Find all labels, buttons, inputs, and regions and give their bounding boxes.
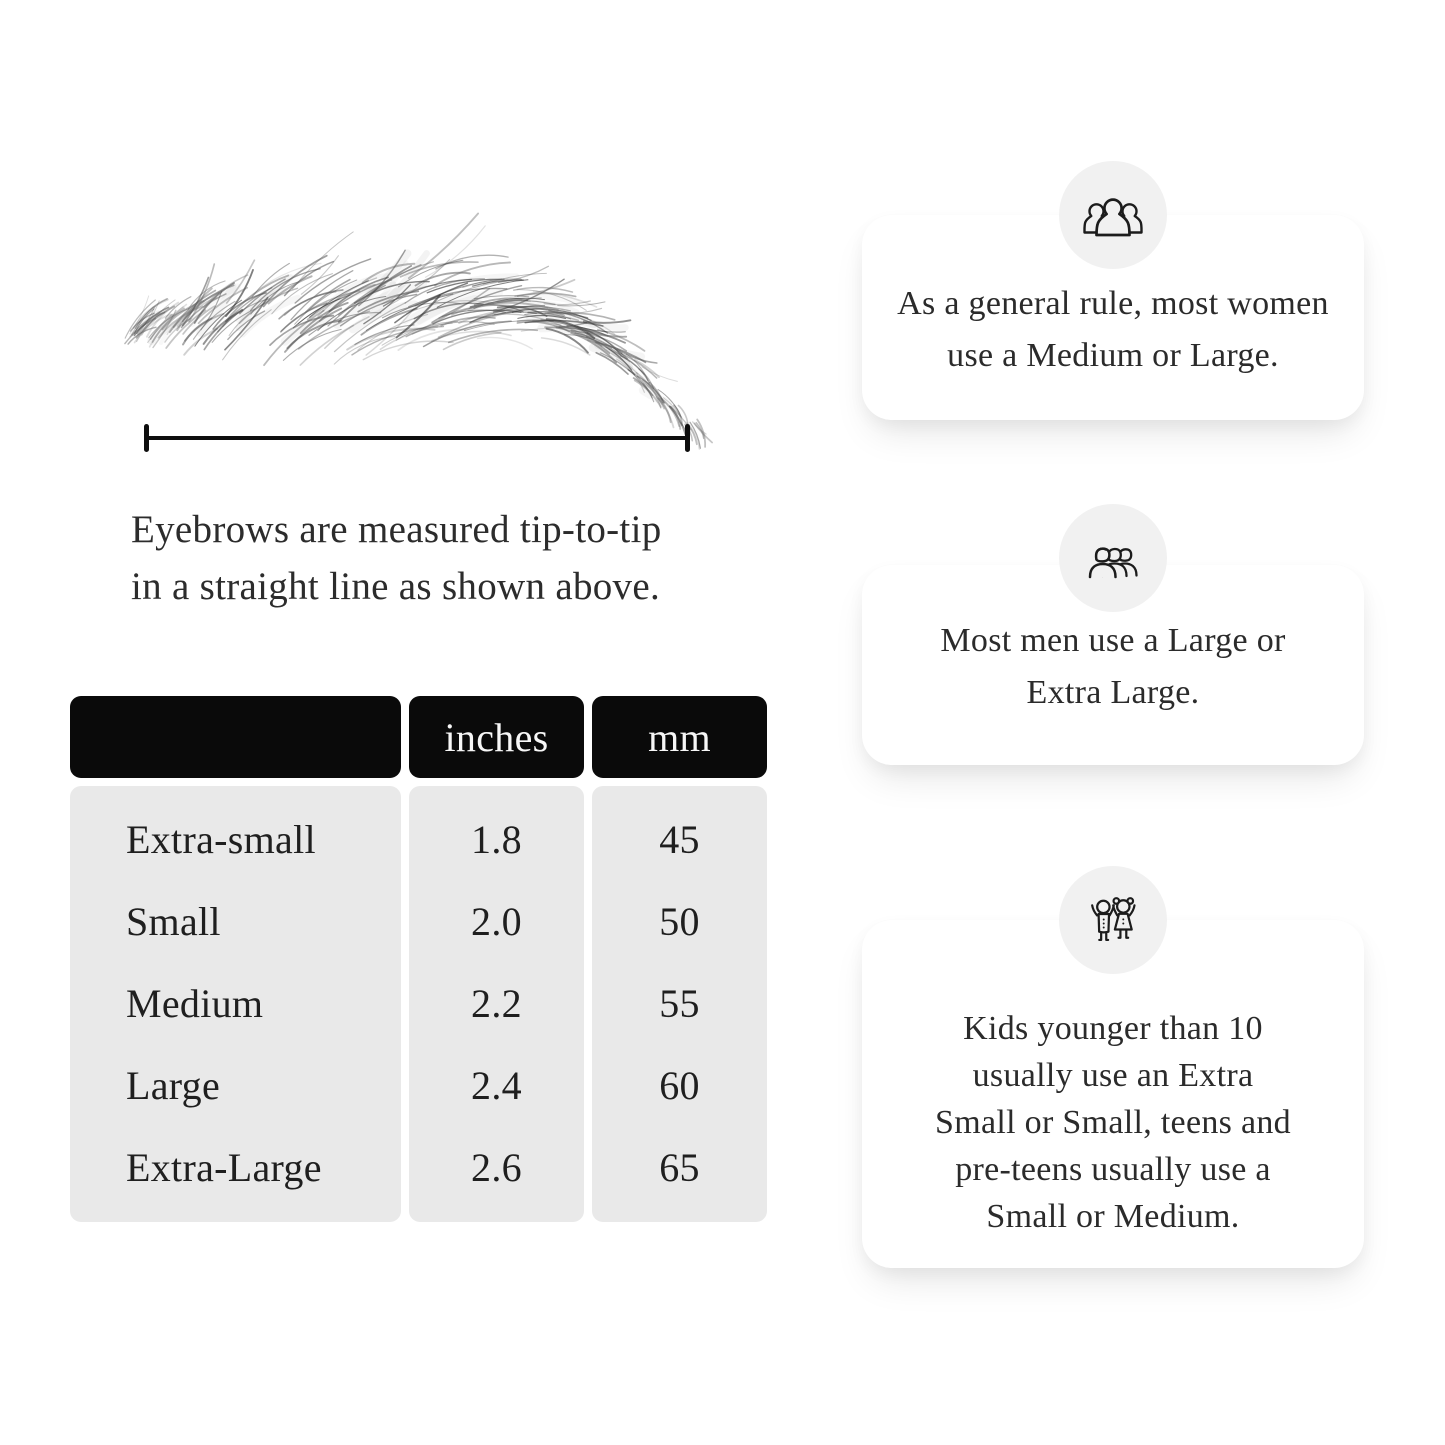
table-header-inches (409, 696, 584, 778)
table-cell-inches: 2.6 (471, 1144, 522, 1190)
table-header-mm-label: mm (648, 714, 711, 760)
table-column-size-labels (70, 786, 401, 1222)
measurement-line-left-cap (144, 424, 149, 452)
table-cell-label: Extra-Large (126, 1144, 322, 1190)
table-column-inches (409, 786, 584, 1222)
card-women-line-2: use a Medium or Large. (947, 337, 1279, 374)
table-header-inches-label: inches (444, 714, 549, 760)
kids-icon (1082, 892, 1144, 948)
card-women-line-1: As a general rule, most women (897, 285, 1329, 322)
measurement-line (146, 436, 688, 440)
table-cell-mm: 50 (659, 898, 700, 944)
table-cell-label: Large (126, 1062, 221, 1108)
measurement-line-right-cap (685, 424, 690, 452)
table-header-blank (70, 696, 401, 778)
table-column-mm (592, 786, 767, 1222)
caption-line-1: Eyebrows are measured tip-to-tip (131, 508, 662, 551)
table-cell-mm: 55 (659, 980, 700, 1026)
card-kids-line-2: usually use an Extra (972, 1056, 1254, 1094)
card-men-line-2: Extra Large. (1026, 674, 1200, 711)
table-cell-inches: 1.8 (471, 816, 522, 862)
card-kids-line-4: pre-teens usually use a (955, 1150, 1271, 1188)
women-icon-circle (1059, 161, 1167, 269)
table-cell-mm: 45 (659, 816, 700, 862)
table-cell-label: Medium (126, 980, 264, 1026)
size-table (70, 696, 767, 1222)
kids-icon-circle (1059, 866, 1167, 974)
table-header-mm (592, 696, 767, 778)
caption-line-2: in a straight line as shown above. (131, 565, 661, 608)
table-cell-mm: 60 (659, 1062, 700, 1108)
men-icon-circle (1059, 504, 1167, 612)
men-group-icon (1079, 532, 1147, 584)
table-cell-mm: 65 (659, 1144, 700, 1190)
women-group-icon (1079, 189, 1147, 241)
card-men-line-1: Most men use a Large or (940, 622, 1286, 659)
card-kids-line-5: Small or Medium. (986, 1197, 1240, 1235)
table-cell-inches: 2.0 (471, 898, 522, 944)
card-kids-line-1: Kids younger than 10 (963, 1009, 1263, 1047)
table-cell-label: Small (126, 898, 221, 944)
table-cell-inches: 2.2 (471, 980, 522, 1026)
table-cell-label: Extra-small (126, 816, 316, 862)
card-kids-line-3: Small or Small, teens and (935, 1103, 1291, 1141)
measurement-caption (131, 501, 662, 615)
table-cell-inches: 2.4 (471, 1062, 522, 1108)
